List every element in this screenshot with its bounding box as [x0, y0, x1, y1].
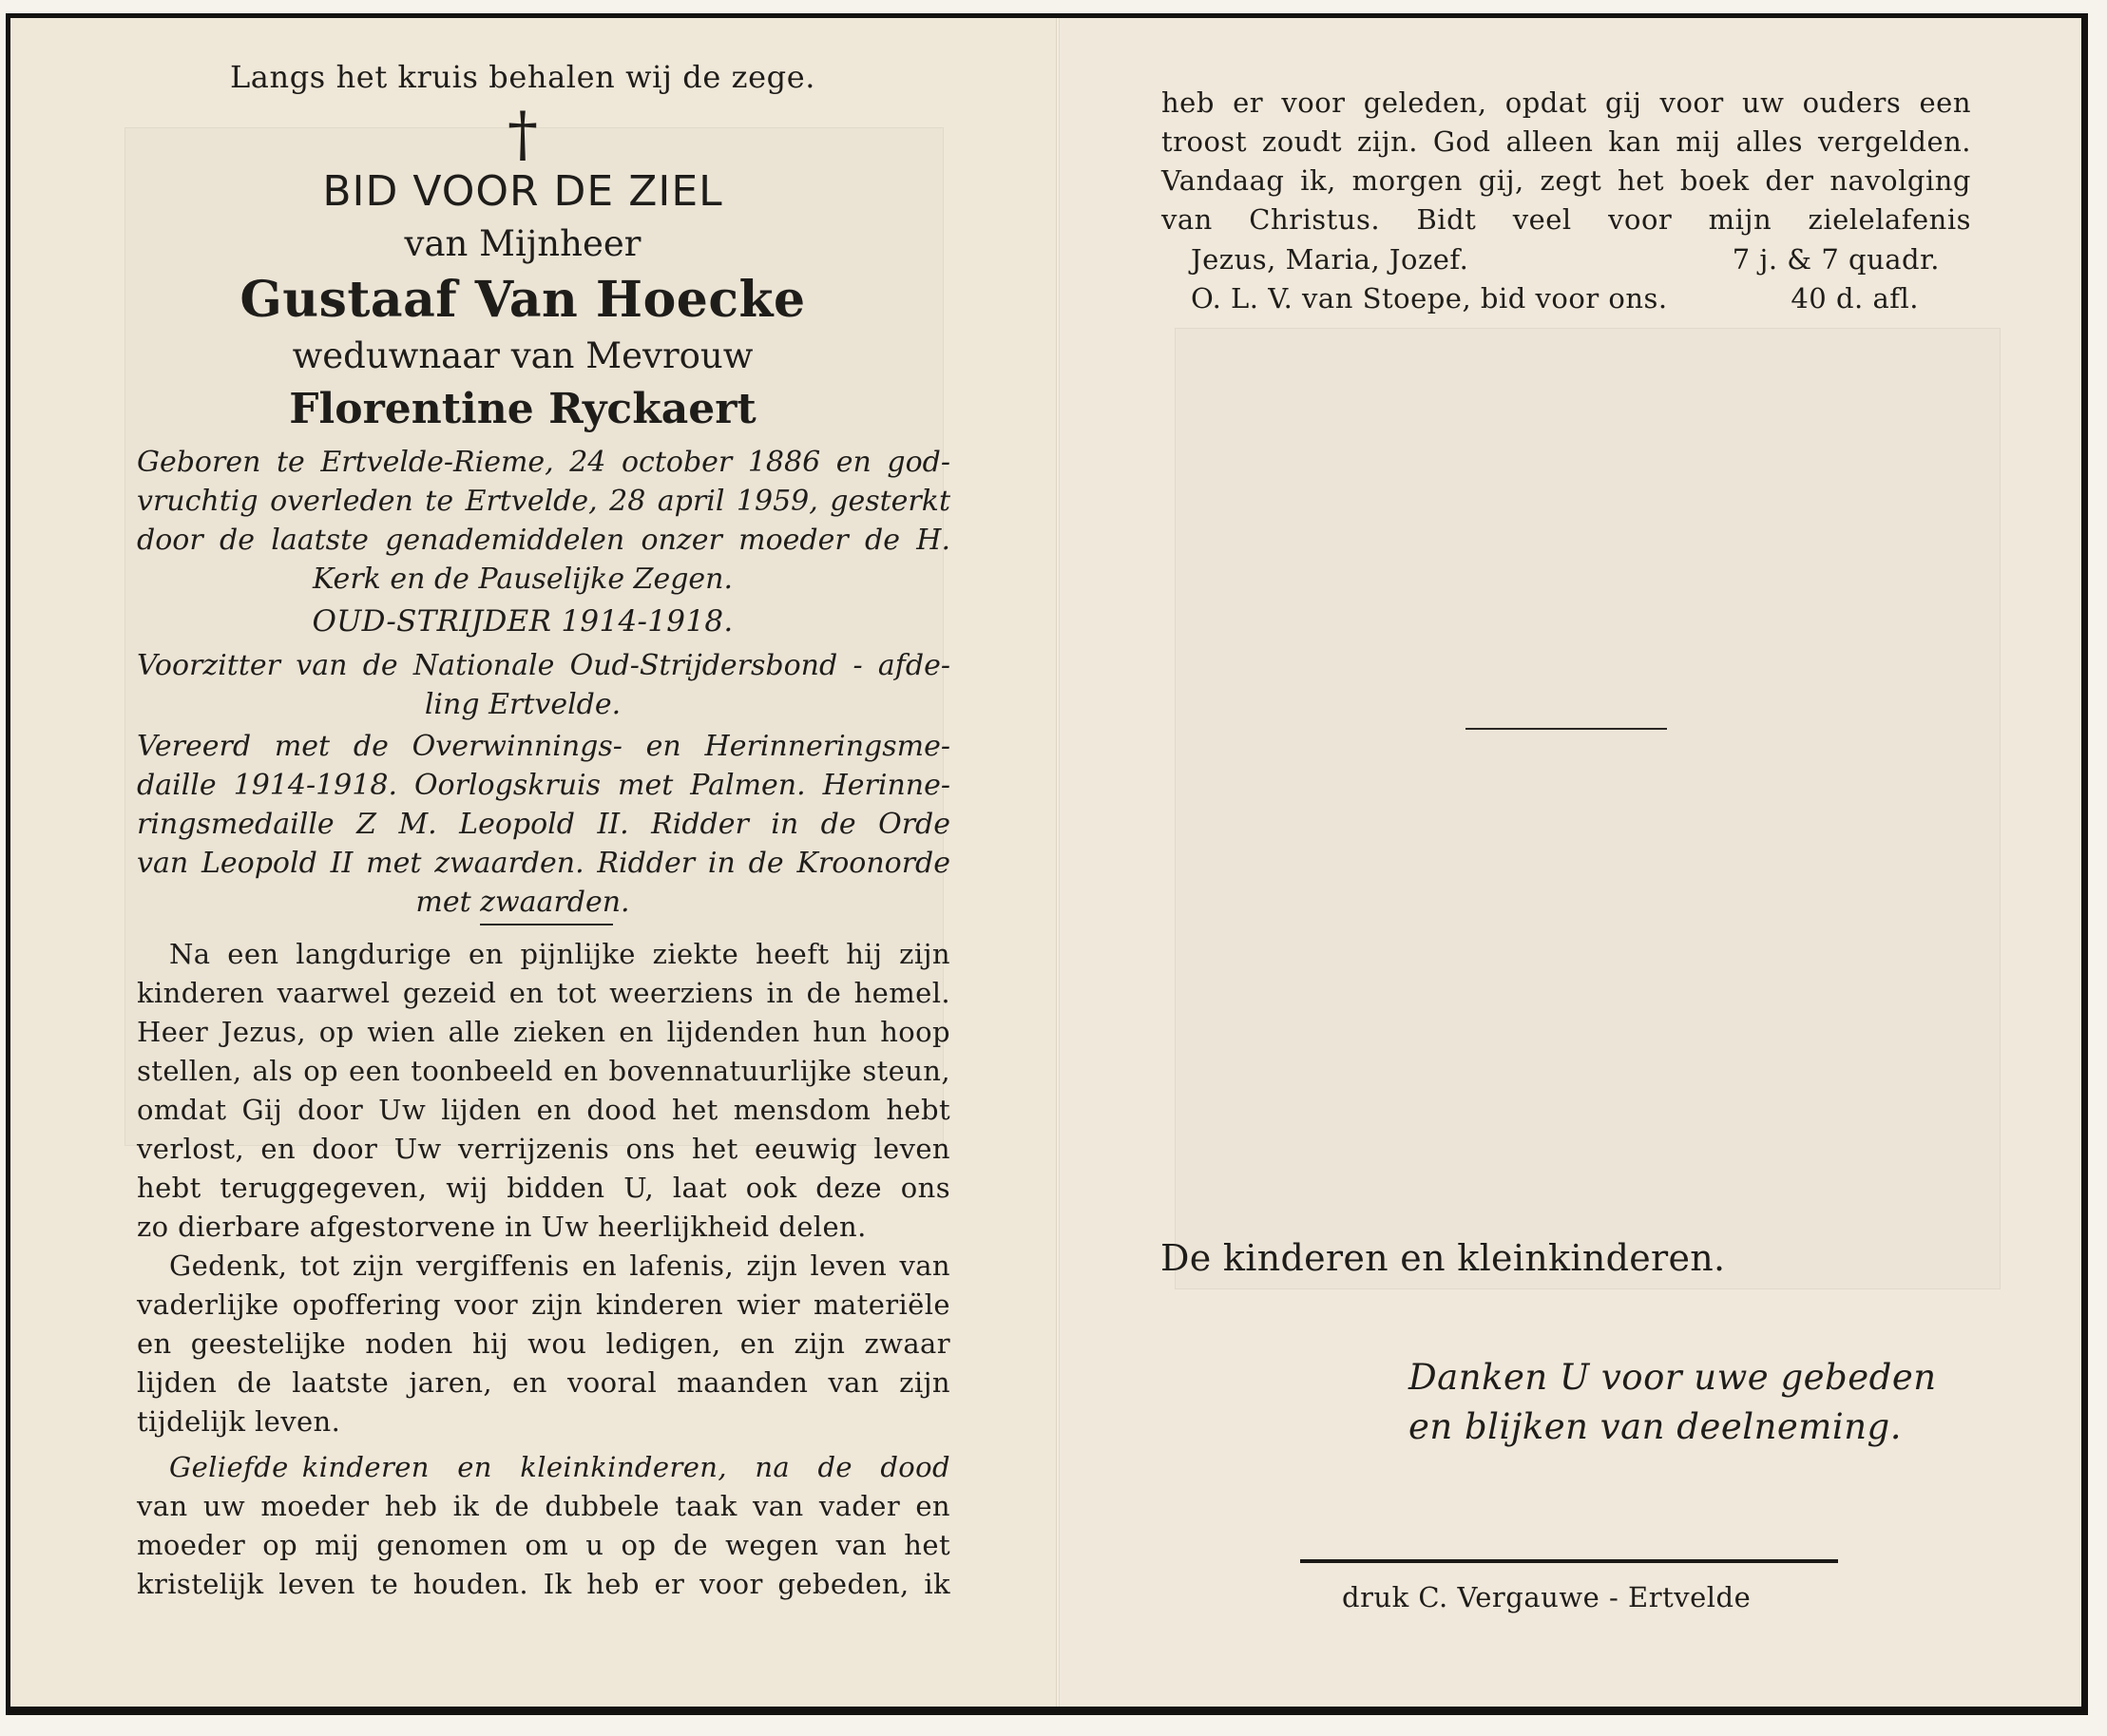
printer-credit: druk C. Vergauwe - Ertvelde: [1342, 1581, 1752, 1613]
body-line: lijden de laatste jaren, en vooral maanden van zijn: [137, 1366, 950, 1399]
body-line: Gedenk, tot zijn vergiffenis en lafenis, zijn leven van: [169, 1250, 950, 1282]
body-line: omdat Gij door Uw lijden en dood het mensdom hebt: [137, 1094, 950, 1126]
body-line: Heer Jezus, op wien alle zieken en lijdenden hun hoop: [137, 1016, 950, 1048]
heading: BID VOOR DE ZIEL: [322, 167, 723, 216]
thanks-line: en blijken van deelneming.: [1408, 1406, 1903, 1447]
van-mijnheer: van Mijnheer: [404, 223, 642, 264]
birth-line: vruchtig overleden te Ertvelde, 28 april 1959, gesterkt: [137, 485, 950, 518]
body-line: moeder op mij genomen om u op de wegen van het: [137, 1529, 950, 1561]
deceased-name: Gustaaf Van Hoecke: [239, 271, 806, 329]
body-line: [137, 1448, 950, 1487]
right-text-line: van Christus. Bidt veel voor mijn zielelafenis: [1161, 203, 1971, 236]
body-line: tijdelijk leven.: [137, 1405, 341, 1438]
body-line: verlost, en door Uw verrijzenis ons het eeuwig leven: [137, 1133, 950, 1165]
prayer-text: O. L. V. van Stoepe, bid voor ons.: [1191, 282, 1668, 315]
body-line: van uw moeder heb ik de dubbele taak van vader en: [137, 1490, 950, 1522]
right-text-line: Vandaag ik, morgen gij, zegt het boek der navolging: [1161, 164, 1971, 197]
geliefde-word: Geliefde: [169, 1451, 289, 1483]
motto: Langs het kruis behalen wij de zege.: [229, 59, 816, 95]
right-text-line: heb er voor geleden, opdat gij voor uw ouders een: [1161, 86, 1971, 119]
birth-line: Kerk en de Pauselijke Zegen.: [312, 563, 734, 596]
body-line: stellen, als op een toonbeeld en bovennatuurlijke steun,: [137, 1055, 950, 1087]
rule: [1300, 1559, 1838, 1563]
body-line: Na een langdurige en pijnlijke ziekte heeft hij zijn: [169, 938, 950, 970]
voorzitter-line: Voorzitter van de Nationale Oud-Strijdersbond - afde-: [137, 649, 950, 682]
right-text-line: troost zoudt zijn. God alleen kan mij alles vergelden.: [1161, 125, 1971, 158]
indulgence: 40 d. afl.: [1791, 282, 1919, 315]
vereerd-line: daille 1914-1918. Oorlogskruis met Palmen. Herinne-: [137, 769, 950, 802]
cross-icon: †: [508, 100, 538, 170]
prayer-line: [1191, 279, 1940, 318]
thanks-line: Danken U voor uwe gebeden: [1408, 1357, 1937, 1398]
body-line: vaderlijke opoffering voor zijn kinderen wier materiële: [137, 1288, 950, 1321]
family-line: De kinderen en kleinkinderen.: [1160, 1237, 1726, 1279]
prayer-line: [1191, 240, 1940, 279]
indulgence: 7 j. & 7 quadr.: [1732, 243, 1940, 276]
birth-line: Geboren te Ertvelde-Rieme, 24 october 1886 en god-: [137, 446, 950, 479]
separator: [1465, 728, 1667, 730]
vereerd-line: met zwaarden.: [415, 886, 630, 919]
vereerd-line: ringsmedaille Z M. Leopold II. Ridder in de Orde: [137, 808, 950, 841]
vereerd-line: van Leopold II met zwaarden. Ridder in de Kroonorde: [137, 847, 950, 880]
body-line: kristelijk leven te houden. Ik heb er voor gebeden, ik: [137, 1568, 950, 1600]
birth-line: door de laatste genademiddelen onzer moeder de H.: [137, 524, 950, 557]
separator: [480, 924, 613, 925]
voorzitter-line: ling Ertvelde.: [424, 688, 622, 721]
body-line: hebt teruggegeven, wij bidden U, laat ook deze ons: [137, 1172, 950, 1204]
body-line: kinderen vaarwel gezeid en tot weerziens in de hemel.: [137, 977, 950, 1009]
widower-line: weduwnaar van Mevrouw: [292, 335, 754, 376]
spouse-name: Florentine Ryckaert: [289, 385, 757, 433]
body-line: en geestelijke noden hij wou ledigen, en zijn zwaar: [137, 1327, 950, 1360]
body-line: zo dierbare afgestorvene in Uw heerlijkheid delen.: [137, 1211, 867, 1243]
body-line-text: kinderen en kleinkinderen, na de dood: [301, 1451, 950, 1483]
show-through-frame: [1175, 328, 2001, 1289]
prayer-text: Jezus, Maria, Jozef.: [1191, 243, 1469, 276]
oud-strijder: OUD-STRIJDER 1914-1918.: [312, 604, 734, 639]
vereerd-line: Vereerd met de Overwinnings- en Herinneringsme-: [137, 730, 950, 763]
